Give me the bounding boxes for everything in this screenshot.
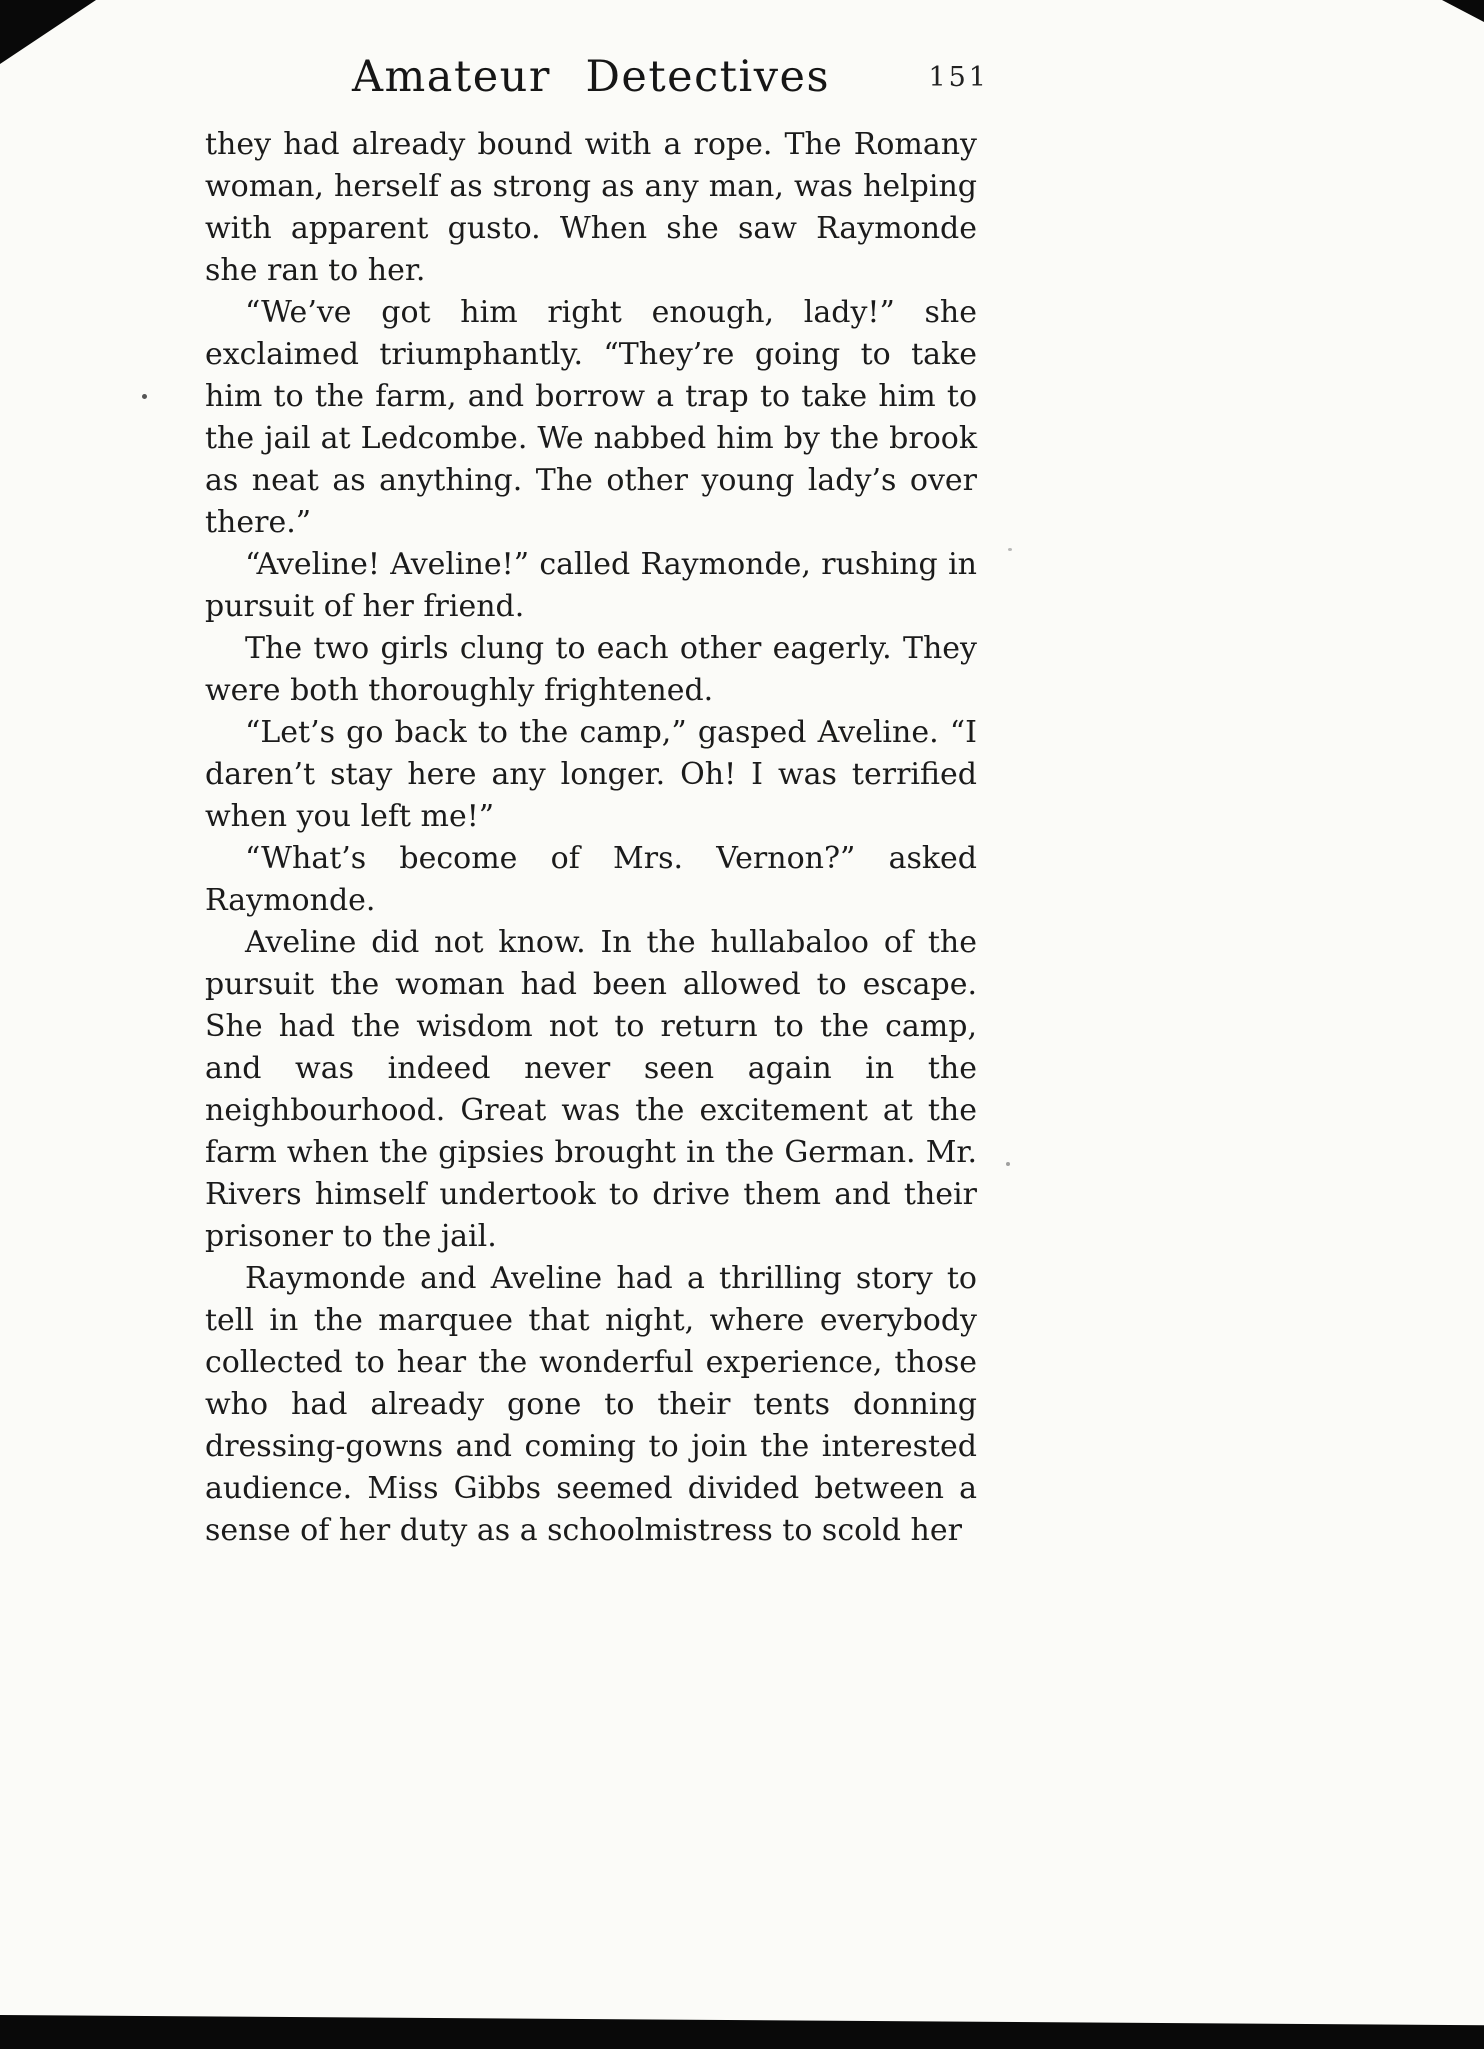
scan-artifact-top-left-corner (0, 0, 96, 64)
paragraph: “What’s become of Mrs. Vernon?” asked Raymonde. (205, 841, 977, 918)
paragraph: Raymonde and Aveline had a thrilling story to tell in the marquee that night, where everybody collected to hear the wonderful experience, those who had already gone to their tents donning dressing-gowns and coming to join the interested audience. Miss Gibbs seemed divided between a sense of her duty as a schoolmistress to scold her (205, 1261, 977, 1548)
scan-speck (1008, 548, 1012, 551)
page-header (205, 48, 989, 108)
page-title: Amateur Detectives (351, 52, 831, 102)
paragraph: “Let’s go back to the camp,” gasped Aveline. “I daren’t stay here any longer. Oh! I was terrified when you left me!” (205, 715, 977, 834)
scan-speck (1006, 1162, 1010, 1166)
paragraph: The two girls clung to each other eagerly. They were both thoroughly frightened. (205, 631, 977, 708)
paragraph: Aveline did not know. In the hullabaloo of the pursuit the woman had been allowed to escape. She had the wisdom not to return to the camp, and was indeed never seen again in the neighbourhood. Great was the excitement at the farm when the gipsies brought in the German. Mr. Rivers himself undertook to drive them and their prisoner to the jail. (205, 925, 977, 1254)
scan-artifact-bottom-edge (0, 2015, 1484, 2049)
scan-artifact-top-right-corner (1442, 0, 1484, 22)
paragraph: they had already bound with a rope. The Romany woman, herself as strong as any man, was helping with apparent gusto. When she saw Raymonde she ran to her. (205, 127, 977, 288)
scan-speck (142, 394, 147, 399)
paragraph: “We’ve got him right enough, lady!” she exclaimed triumphantly. “They’re going to take him to the farm, and borrow a trap to take him to the jail at Ledcombe. We nabbed him by the brook as neat as anything. The other young lady’s over there.” (205, 295, 977, 540)
paragraph: “Aveline! Aveline!” called Raymonde, rushing in pursuit of her friend. (205, 547, 977, 624)
page-body (205, 124, 977, 1552)
page-number: 151 (928, 62, 989, 93)
